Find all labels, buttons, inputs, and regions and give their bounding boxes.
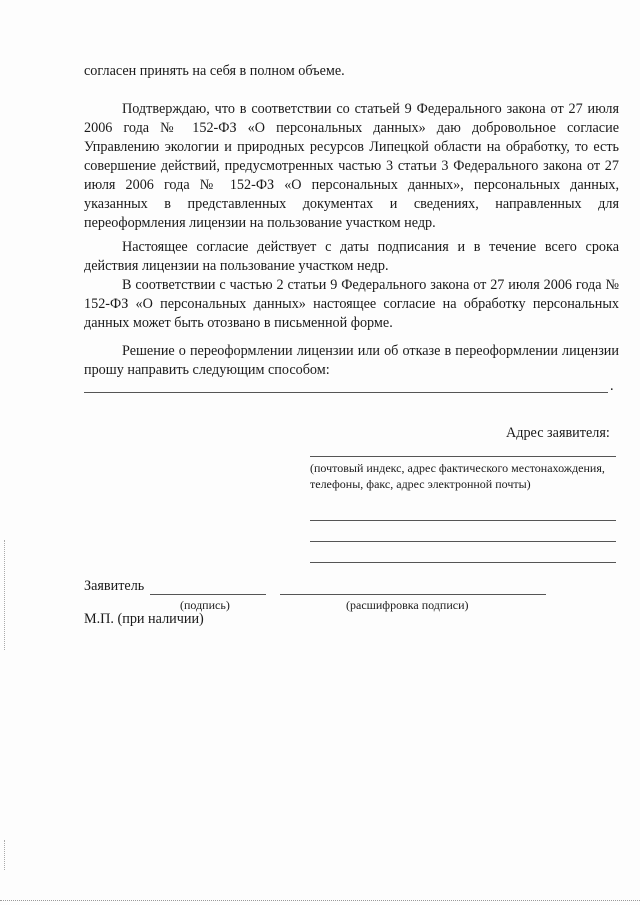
- paragraph-validity: Настоящее согласие действует с даты подписания и в течение всего срока действия лицензии на пользование участком недр.: [84, 239, 619, 274]
- delivery-method-line: [84, 392, 608, 393]
- delivery-method-line-end: .: [610, 378, 614, 394]
- paragraph-revocation: В соответствии с частью 2 статьи 9 Федерального закона от 27 июля 2006 года № 152-ФЗ «О персональных данных» настоящее согласие на обработку персональных данных может быть отозвано в письменной форме.: [84, 277, 619, 331]
- paragraph-delivery-method: Решение о переоформлении лицензии или об отказе в переоформлении лицензии прошу направить следующим способом:: [84, 343, 619, 378]
- address-line-4: [310, 562, 616, 563]
- scan-edge-mark: [4, 540, 7, 650]
- decoding-line: [280, 594, 546, 595]
- paragraph-continuation: согласен принять на себя в полном объеме.: [84, 63, 345, 79]
- seal-label: М.П. (при наличии): [84, 611, 204, 627]
- paragraph-consent: Подтверждаю, что в соответствии со статьей 9 Федерального закона от 27 июля 2006 года № 152-ФЗ «О персональных данных» даю добровольное согласие Управлению экологии и природных ресурсов Липецкой области на обработку, то есть совершение действий, предусмотренных частью 3 статьи 3 Федерального закона от 27 июля 2006 года № 152-ФЗ «О персональных данных», персональных данных, указанных в представленных документах и сведениях, направленных для переоформления лицензии на пользование участком недр.: [84, 101, 619, 231]
- address-line-2: [310, 520, 616, 521]
- signature-line: [150, 594, 266, 595]
- address-line-1: [310, 456, 616, 457]
- scan-bottom-edge: [0, 900, 640, 901]
- signature-caption: (подпись): [180, 598, 230, 612]
- applicant-label: Заявитель: [84, 578, 145, 594]
- decoding-caption: (расшифровка подписи): [346, 598, 469, 612]
- address-hint: (почтовый индекс, адрес фактического местонахождения, телефоны, факс, адрес электронной почты): [310, 461, 605, 491]
- address-heading: Адрес заявителя:: [506, 425, 610, 441]
- address-line-3: [310, 541, 616, 542]
- scan-edge-mark: [4, 840, 7, 870]
